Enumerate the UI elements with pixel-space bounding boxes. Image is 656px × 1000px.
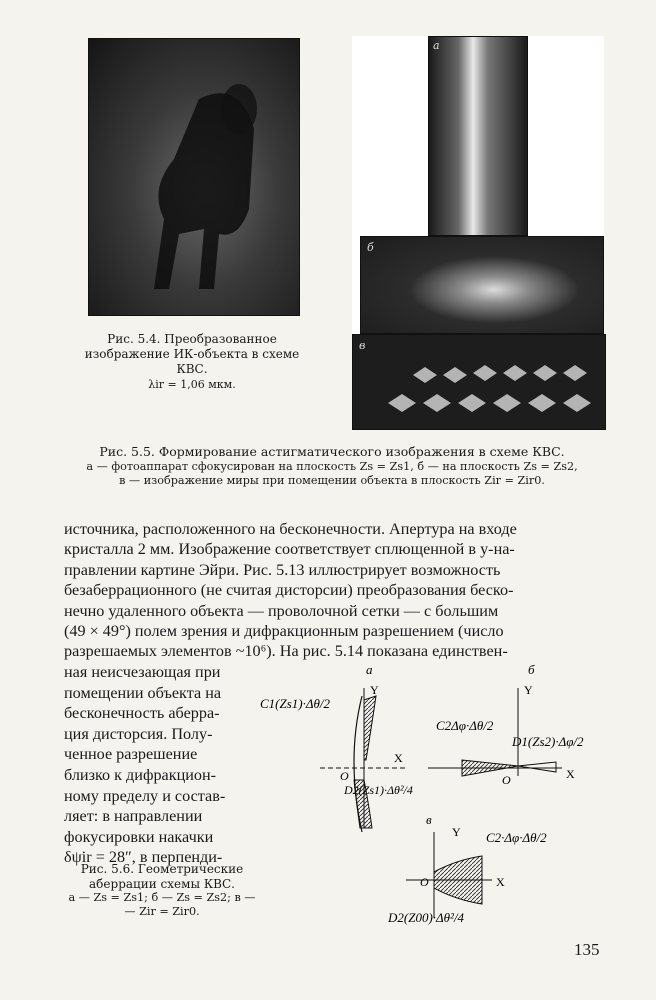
fig56c-x-label: X bbox=[496, 875, 505, 889]
body-line: разрешаемых элементов ~10⁶). На рис. 5.14 показана единствен- bbox=[64, 642, 508, 661]
fig55-label-a: а bbox=[433, 39, 440, 52]
body-line: источника, расположенного на бесконечности. Апертура на входе bbox=[64, 520, 517, 538]
fig54-caption-text: Рис. 5.4. Преобразованное изображение ИК-объекта в схеме КВС. bbox=[84, 332, 300, 376]
narrow-line: ному пределу и состав- bbox=[64, 786, 226, 805]
narrow-column bbox=[64, 662, 262, 868]
fig56c-d2-label: D2(Z00)·Δθ²/4 bbox=[388, 910, 465, 925]
narrow-line: ченное разрешение bbox=[64, 745, 198, 764]
fig56c-origin: O bbox=[420, 875, 429, 889]
fig56a-hatched-upper bbox=[364, 696, 376, 760]
body-paragraph bbox=[64, 519, 608, 662]
narrow-line: ляет: в направлении bbox=[64, 807, 203, 826]
body-line: нечно удаленного объекта — проволочной сетки — с большим bbox=[64, 601, 499, 620]
body-line: правлении картине Эйри. Рис. 5.13 иллюстрирует возможность bbox=[64, 560, 501, 579]
narrow-line: ная неисчезающая при bbox=[64, 663, 221, 681]
fig56b-origin: O bbox=[502, 773, 511, 787]
fig56a-c1-label: C1(Zs1)·Δθ/2 bbox=[260, 696, 330, 711]
fig56c-hatched-shape bbox=[434, 856, 482, 904]
fig56-caption-title: Рис. 5.6. Геометрические аберрации схемы КВС. bbox=[80, 862, 244, 891]
narrow-line: бесконечность аберра- bbox=[64, 704, 220, 723]
fig56a-origin: O bbox=[340, 769, 349, 783]
narrow-line: фокусировки накачки bbox=[64, 827, 214, 846]
fig55-mira-pattern bbox=[353, 335, 605, 429]
fig56-caption bbox=[52, 862, 272, 919]
fig56-label-c: в bbox=[426, 812, 432, 827]
body-line: (49 × 49°) полем зрения и дифракционным разрешением (число bbox=[64, 622, 504, 641]
fig56-caption-line1: а — Zs = Zs1; б — Zs = Zs2; в — bbox=[68, 891, 256, 904]
fig55-panel-b bbox=[360, 236, 604, 334]
fig56b-thin-wedge bbox=[518, 762, 556, 772]
fig55-caption-title: Рис. 5.5. Формирование астигматического изображения в схеме КВС. bbox=[99, 444, 565, 459]
fig56a-x-label: X bbox=[394, 751, 403, 765]
fig56a-d2-label: D2(Zs1)·Δθ²/4 bbox=[344, 783, 413, 797]
fig55-panel-a bbox=[428, 36, 528, 236]
fig55-label-b: б bbox=[367, 241, 374, 254]
narrow-line: ция дисторсия. Полу- bbox=[64, 724, 213, 743]
fig55-panel-c bbox=[352, 334, 606, 430]
fig56-caption-line2: — Zir = Zir0. bbox=[124, 905, 200, 918]
fig54-lambda: λir = 1,06 мкм. bbox=[148, 378, 236, 391]
narrow-line: δψir = 28″, в перпенди- bbox=[64, 848, 223, 867]
fig56b-x-label: X bbox=[566, 767, 575, 781]
fig55-panel-group bbox=[352, 36, 604, 428]
fig54-ir-image bbox=[89, 39, 299, 315]
body-line: безаберрационного (не считая дисторсии) преобразования беско- bbox=[64, 581, 514, 600]
fig54-photo bbox=[88, 38, 300, 316]
narrow-line: близко к дифракцион- bbox=[64, 765, 217, 784]
fig55-caption-line1: а — фотоаппарат сфокусирован на плоскость Zs = Zs1, б — на плоскость Zs = Zs2, bbox=[86, 460, 578, 473]
fig56b-y-label: Y bbox=[524, 683, 533, 697]
fig56b-c2-label: C2Δφ·Δθ/2 bbox=[436, 718, 494, 733]
body-line: кристалла 2 мм. Изображение соответствует сплющенной в y-на- bbox=[64, 540, 515, 559]
fig55-caption-line2: в — изображение миры при помещении объекта в плоскость Zir = Zir0. bbox=[119, 474, 545, 487]
fig56-diagram bbox=[256, 660, 608, 940]
fig56-label-b: б bbox=[528, 662, 535, 677]
fig56a-y-label: Y bbox=[370, 683, 379, 697]
fig56c-c2-label: C2·Δφ·Δθ/2 bbox=[486, 830, 547, 845]
fig55-caption bbox=[40, 444, 624, 488]
fig56b-d1-label: D1(Zs2)·Δφ/2 bbox=[512, 734, 584, 749]
narrow-line: помещении объекта на bbox=[64, 683, 222, 702]
fig54-caption bbox=[82, 332, 302, 392]
fig56c-y-label: Y bbox=[452, 825, 461, 839]
page-number: 135 bbox=[574, 940, 600, 959]
fig55-label-c: в bbox=[359, 339, 366, 352]
fig56-label-a: а bbox=[366, 662, 373, 677]
